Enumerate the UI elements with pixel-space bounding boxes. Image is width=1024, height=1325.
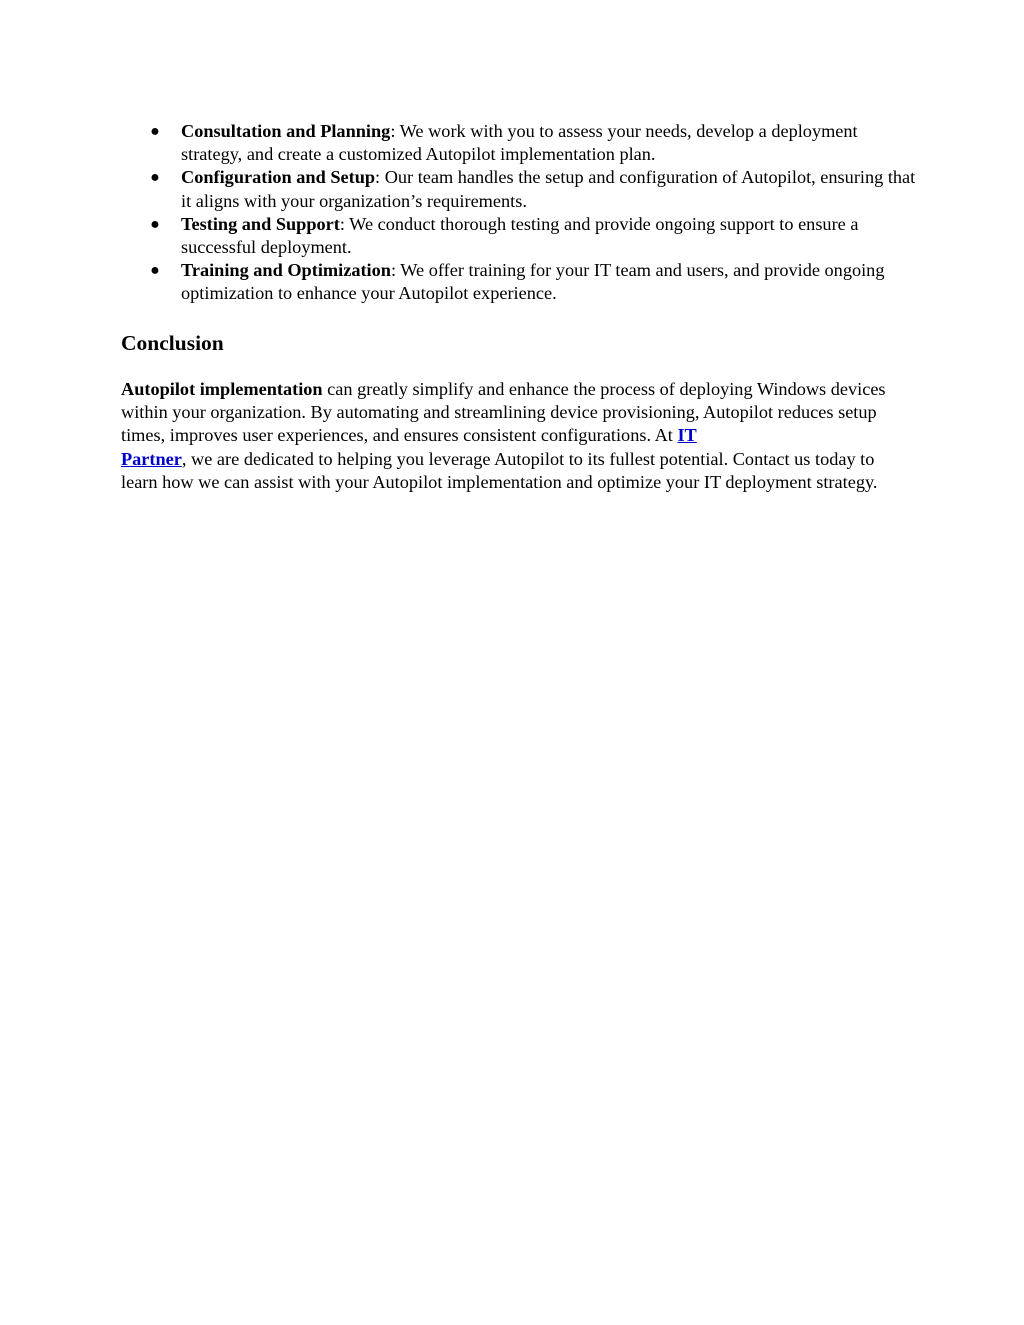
bullet-icon: ● [150,215,160,233]
list-item-term: Training and Optimization [181,260,391,281]
bullet-icon: ● [150,123,160,140]
list-item-term: Configuration and Setup [181,167,376,188]
list-item-term: Consultation and Planning [181,121,391,141]
conclusion-text-before-link: can greatly simplify and enhance the process of deploying Windows devices within your organization. By automating and streamlining device provisioning, Autopilot reduces setup times, improves user experiences, and ensures consistent configurations. At [121,379,886,446]
bullet-icon: ● [150,262,160,280]
conclusion-heading: Conclusion [121,331,224,355]
it-partner-link-line2[interactable]: Partner [121,448,182,469]
conclusion-lead: Autopilot implementation [121,379,323,399]
it-partner-link-line1[interactable]: IT [677,425,697,446]
list-item [150,213,921,259]
list-item [150,259,921,305]
list-item-text: : Our team handles the setup and configuration of Autopilot, ensuring that it aligns with your organization’s requirements. [181,167,916,211]
list-item-text: : We offer training for your IT team and users, and provide ongoing optimization to enhance your Autopilot experience. [181,260,885,304]
conclusion-text-after-link: , we are dedicated to helping you leverage Autopilot to its fullest potential. Contact us today to learn how we can assist with your Autopilot implementation and optimize your IT deployment strategy. [121,448,878,492]
list-item-term: Testing and Support [181,213,340,234]
bullet-icon: ● [150,169,160,187]
list-item-text: : We conduct thorough testing and provide ongoing support to ensure a successful deployment. [181,213,859,258]
list-item-text: : We work with you to assess your needs, develop a deployment strategy, and create a customized Autopilot implementation plan. [181,121,858,165]
services-list [150,120,921,306]
conclusion-paragraph [121,378,911,494]
list-item [150,166,921,212]
list-item [150,120,921,166]
